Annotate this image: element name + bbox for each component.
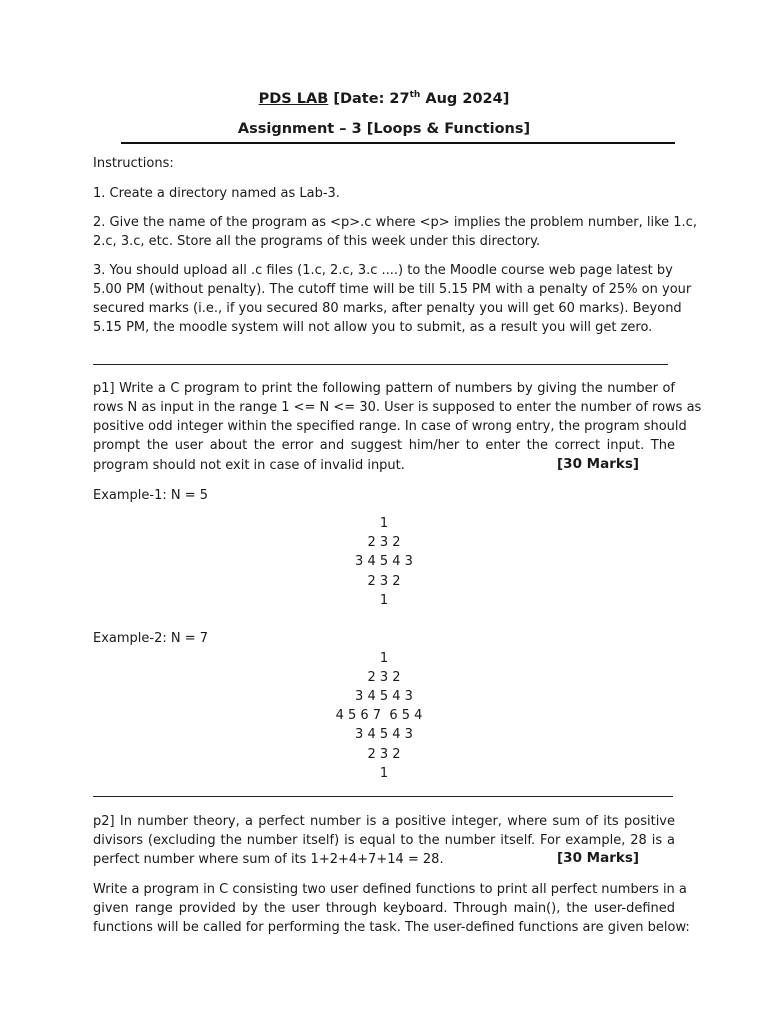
pattern-2-row: 3 4 5 4 3 [355,689,413,704]
p2-marks: [30 Marks] [557,850,640,866]
pattern-2-row: 4 5 6 7 6 5 4 [335,708,423,723]
header-rule [121,142,675,144]
pattern-1-row: 2 3 2 [367,535,401,550]
pattern-1-row: 2 3 2 [367,574,401,589]
pattern-1-row: 1 [379,516,389,531]
instruction-item-1: 1. Create a directory named as Lab-3. [93,186,340,201]
p1-example-1-label: Example-1: N = 5 [93,488,209,503]
pattern-1-row: 3 4 5 4 3 [355,554,413,569]
p1-line-1: p1] Write a C program to print the following pattern of numbers by giving the number of [93,381,675,396]
section-separator [93,364,668,365]
pattern-1-row: 1 [379,593,389,608]
assignment-title: Assignment – 3 [Loops & Functions] [237,121,531,137]
pattern-2-row: 2 3 2 [367,747,401,762]
date-suffix: Aug 2024] [420,90,510,107]
p2-line-2: divisors (excluding the number itself) is equal to the number itself. For example, 28 is a [93,833,675,848]
instruction-item-3-line-2: 5.00 PM (without penalty). The cutoff time will be till 5.15 PM with a penalty of 25% on your [93,282,692,297]
instruction-item-3-line-4: 5.15 PM, the moodle system will not allow you to submit, as a result you will get zero. [93,320,653,335]
section-separator [93,796,673,797]
instruction-item-3-line-3: secured marks (i.e., if you secured 80 marks, after penalty you will get 60 marks). Beyond [93,301,682,316]
lab-name: PDS LAB [258,90,329,107]
date-superscript: th [409,90,421,100]
p2-task-line-1: Write a program in C consisting two user defined functions to print all perfect numbers in a [93,882,687,897]
pattern-2-row: 2 3 2 [367,670,401,685]
pattern-2-row: 1 [379,766,389,781]
instruction-item-3-line-1: 3. You should upload all .c files (1.c, 2.c, 3.c ....) to the Moodle course web page latest by [93,263,673,278]
lab-title [93,90,675,107]
pattern-2-row: 1 [379,651,389,666]
p2-line-3: perfect number where sum of its 1+2+4+7+14 = 28. [93,852,444,867]
p1-line-2: rows N as input in the range 1 <= N <= 30. User is supposed to enter the number of rows as [93,400,702,415]
p2-task-line-2: given range provided by the user through keyboard. Through main(), the user-defined [93,901,675,916]
p1-line-4: prompt the user about the error and suggest him/her to enter the correct input. The [93,438,675,453]
instruction-item-2-line-1: 2. Give the name of the program as <p>.c where <p> implies the problem number, like 1.c, [93,215,697,230]
date-prefix: [Date: 27 [328,90,410,107]
pattern-2-row: 3 4 5 4 3 [355,727,413,742]
p1-example-2-label: Example-2: N = 7 [93,631,209,646]
p1-line-3: positive odd integer within the specified range. In case of wrong entry, the program should [93,419,687,434]
p1-line-5: program should not exit in case of invalid input. [93,458,405,473]
instruction-item-2-line-2: 2.c, 3.c, etc. Store all the programs of this week under this directory. [93,234,541,249]
p1-marks: [30 Marks] [557,456,640,472]
p2-task-line-3: functions will be called for performing the task. The user-defined functions are given below: [93,920,690,935]
instructions-heading: Instructions: [93,156,174,171]
p2-line-1: p2] In number theory, a perfect number is a positive integer, where sum of its positive [93,814,675,829]
